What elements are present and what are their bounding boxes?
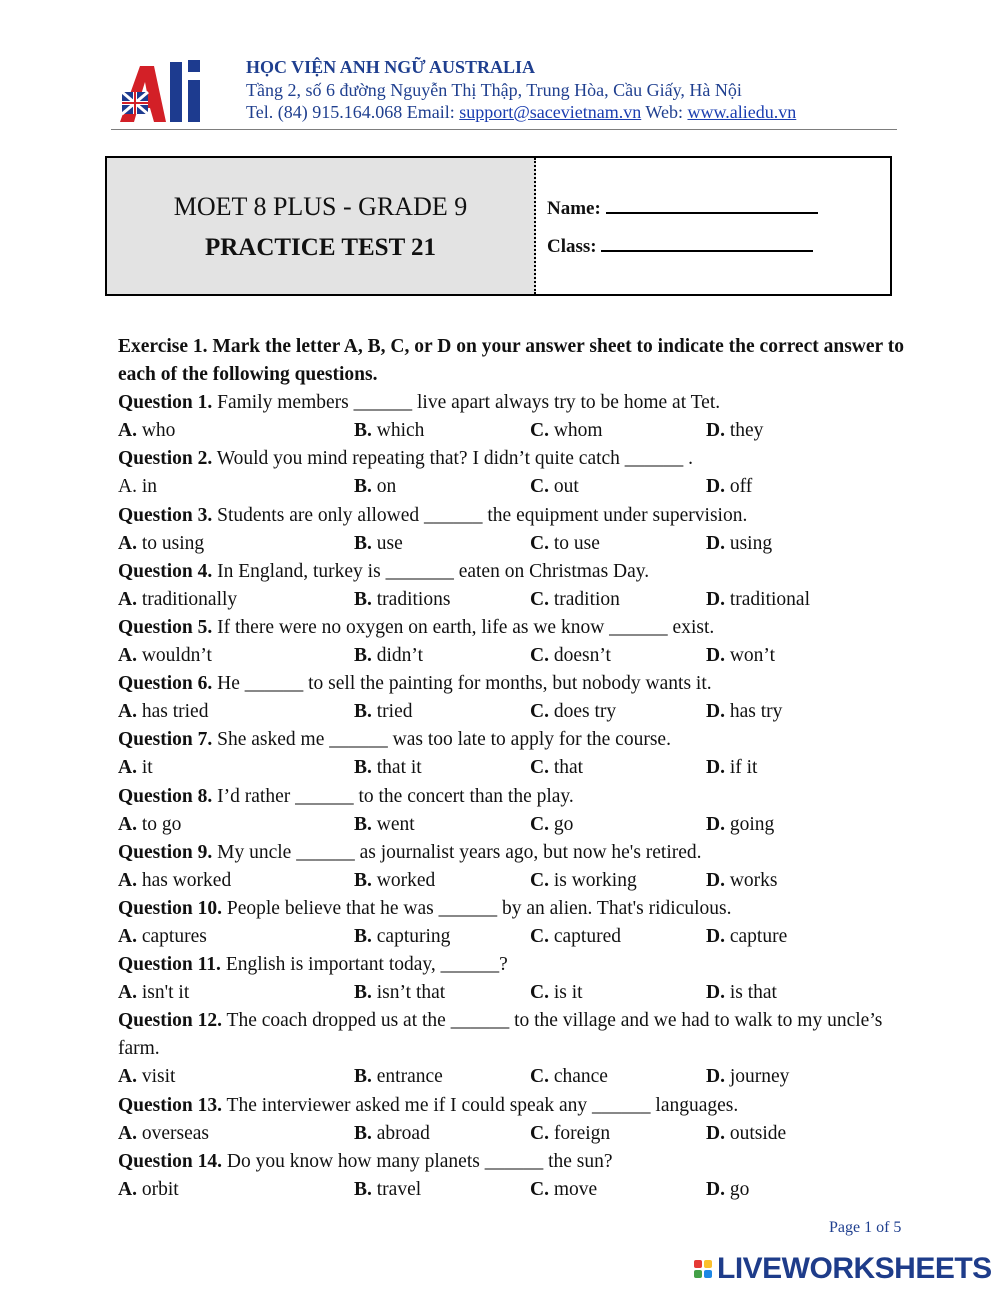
question-text: My uncle ______ as journalist years ago, but now he's retired. [212, 841, 702, 863]
question-label: Question 4. [118, 560, 213, 582]
option-letter: C. [530, 1178, 549, 1200]
option-letter: D. [706, 1066, 725, 1088]
title-panel [107, 158, 536, 294]
answer-option[interactable] [354, 1063, 443, 1091]
answer-option[interactable] [118, 1176, 179, 1204]
answer-option[interactable] [118, 642, 212, 670]
option-text: who [136, 420, 176, 442]
option-text: chance [548, 1066, 608, 1088]
option-letter: A. [118, 701, 137, 723]
test-title: PRACTICE TEST 21 [204, 234, 437, 261]
org-contact [246, 101, 796, 124]
answer-option[interactable] [706, 867, 778, 895]
option-letter: B. [354, 1066, 372, 1088]
option-letter: B. [354, 701, 372, 723]
option-text: isn't it [136, 982, 190, 1004]
options-row [118, 698, 904, 726]
option-letter: C. [530, 1122, 549, 1144]
option-text: has worked [136, 869, 232, 891]
options-row [118, 923, 904, 951]
answer-option[interactable] [118, 923, 207, 951]
option-text: go [724, 1178, 750, 1200]
question-text: Students are only allowed ______ the equipment under supervision. [212, 504, 748, 526]
question-11 [118, 951, 904, 979]
question-label: Question 9. [118, 841, 213, 863]
question-10 [118, 895, 904, 923]
question-label: Question 11. [118, 954, 221, 976]
course-title: MOET 8 PLUS - GRADE 9 [173, 192, 468, 221]
option-text: outside [724, 1122, 787, 1144]
option-text: whom [548, 420, 603, 442]
options-row [118, 1063, 904, 1091]
option-letter: A. [118, 925, 137, 947]
question-2 [118, 445, 904, 473]
answer-option[interactable] [706, 530, 772, 558]
exercise-section [118, 333, 904, 1204]
question-text: He ______ to sell the painting for months, but nobody wants it. [212, 673, 712, 695]
option-letter: A. [118, 420, 137, 442]
option-text: using [724, 532, 773, 554]
answer-option[interactable] [706, 417, 763, 445]
option-text: doesn’t [548, 645, 611, 667]
name-label: Name: [547, 198, 606, 219]
option-text: works [724, 869, 778, 891]
name-field[interactable] [547, 194, 818, 220]
option-letter: A. [118, 757, 137, 779]
option-letter: D. [706, 982, 725, 1004]
liveworksheets-icon [694, 1260, 712, 1278]
answer-option[interactable] [354, 417, 424, 445]
option-letter: A. [118, 1122, 137, 1144]
options-row [118, 530, 904, 558]
option-letter: C. [530, 1066, 549, 1088]
answer-option[interactable] [354, 867, 435, 895]
option-text: go [548, 813, 574, 835]
options-row [118, 811, 904, 839]
option-letter: C. [530, 982, 549, 1004]
option-text: that [548, 757, 584, 779]
option-letter: D. [706, 476, 725, 498]
brand-square-icon [694, 1260, 702, 1268]
option-letter: B. [354, 588, 372, 610]
option-text: won’t [724, 645, 775, 667]
class-label: Class: [547, 236, 602, 257]
web-label: Web: [641, 102, 688, 122]
question-label: Question 12. [118, 1010, 223, 1032]
options-row [118, 1176, 904, 1204]
class-field[interactable] [547, 232, 813, 258]
question-label: Question 5. [118, 616, 213, 638]
answer-option[interactable] [354, 586, 450, 614]
option-text: has tried [136, 701, 209, 723]
answer-option[interactable] [530, 417, 603, 445]
option-letter: D. [706, 532, 725, 554]
option-letter: D. [706, 757, 725, 779]
option-text: to go [136, 813, 182, 835]
answer-option[interactable] [706, 1176, 749, 1204]
option-letter: A. [118, 1066, 137, 1088]
option-letter: A. [118, 982, 137, 1004]
option-text: travel [371, 1178, 422, 1200]
answer-option[interactable] [354, 698, 413, 726]
answer-option[interactable] [530, 473, 579, 501]
header-divider [111, 129, 897, 130]
question-label: Question 1. [118, 392, 213, 414]
option-letter: C. [530, 869, 549, 891]
answer-option[interactable] [530, 1063, 608, 1091]
question-label: Question 8. [118, 785, 213, 807]
option-text: abroad [371, 1122, 430, 1144]
options-row [118, 417, 904, 445]
question-text: The coach dropped us at the ______ to the village and we had to walk to my uncle’s farm. [118, 1010, 883, 1060]
option-text: to use [548, 532, 600, 554]
question-text: English is important today, ______? [220, 954, 508, 976]
option-text: captures [136, 925, 207, 947]
answer-option[interactable] [118, 811, 181, 839]
answer-option[interactable] [706, 642, 775, 670]
option-letter: C. [530, 701, 549, 723]
answer-option[interactable] [118, 867, 231, 895]
option-letter: B. [354, 476, 372, 498]
option-text: overseas [136, 1122, 209, 1144]
options-row [118, 867, 904, 895]
option-text: which [371, 420, 425, 442]
answer-option[interactable] [530, 979, 583, 1007]
answer-option[interactable] [706, 1063, 789, 1091]
answer-option[interactable] [354, 530, 403, 558]
question-label: Question 7. [118, 729, 213, 751]
option-text: isn’t that [371, 982, 446, 1004]
answer-option[interactable] [706, 473, 752, 501]
option-text: traditionally [136, 588, 238, 610]
question-14 [118, 1148, 904, 1176]
option-letter: D. [706, 701, 725, 723]
options-row [118, 979, 904, 1007]
options-row [118, 1120, 904, 1148]
answer-option[interactable] [118, 1063, 175, 1091]
option-text: to using [136, 532, 205, 554]
ali-logo-icon [118, 52, 222, 124]
answer-option[interactable] [354, 754, 422, 782]
liveworksheets-brand [694, 1253, 992, 1285]
option-letter: C. [530, 532, 549, 554]
option-text: it [136, 757, 153, 779]
option-text: traditions [371, 588, 451, 610]
option-text: is it [548, 982, 583, 1004]
question-text: I’d rather ______ to the concert than the play. [212, 785, 574, 807]
answer-option[interactable] [354, 473, 396, 501]
options-row [118, 586, 904, 614]
option-text: if it [724, 757, 758, 779]
answer-option[interactable] [354, 642, 423, 670]
web-link[interactable]: www.aliedu.vn [687, 102, 797, 122]
option-letter: B. [354, 1178, 372, 1200]
answer-option[interactable] [706, 979, 777, 1007]
option-text: is working [548, 869, 637, 891]
option-text: on [371, 476, 397, 498]
question-12 [118, 1007, 904, 1063]
answer-option[interactable] [118, 530, 204, 558]
title-box [105, 156, 892, 296]
option-letter: A. [118, 532, 137, 554]
option-letter: B. [354, 869, 372, 891]
question-text: The interviewer asked me if I could speak any ______ languages. [222, 1094, 739, 1116]
tel-text: Tel. (84) 915.164.068 Email: [246, 102, 460, 122]
answer-option[interactable] [530, 698, 616, 726]
option-letter: D. [706, 1178, 725, 1200]
option-text: wouldn’t [136, 645, 212, 667]
option-text: off [724, 476, 753, 498]
question-text: Do you know how many planets ______ the sun? [222, 1150, 613, 1172]
option-text: entrance [371, 1066, 443, 1088]
option-text: use [371, 532, 403, 554]
option-letter: A. [118, 645, 137, 667]
option-letter: B. [354, 813, 372, 835]
question-9 [118, 839, 904, 867]
question-label: Question 6. [118, 673, 213, 695]
answer-option[interactable] [530, 1176, 597, 1204]
answer-option[interactable] [706, 754, 757, 782]
option-letter: A. [118, 813, 137, 835]
brand-square-icon [704, 1260, 712, 1268]
question-8 [118, 783, 904, 811]
ali-logo [118, 52, 222, 124]
option-text: tried [371, 701, 413, 723]
option-letter: A. [118, 869, 137, 891]
question-label: Question 10. [118, 897, 223, 919]
email-link[interactable]: support@sacevietnam.vn [459, 102, 642, 122]
answer-option[interactable] [706, 586, 810, 614]
option-text: capture [724, 925, 788, 947]
answer-option[interactable] [530, 923, 621, 951]
answer-option[interactable] [530, 811, 573, 839]
option-text: going [724, 813, 775, 835]
answer-option[interactable] [354, 811, 415, 839]
brand-square-icon [694, 1270, 702, 1278]
answer-option[interactable] [530, 867, 637, 895]
answer-option[interactable] [354, 1120, 430, 1148]
option-letter: D. [706, 420, 725, 442]
answer-option[interactable] [118, 754, 153, 782]
question-label: Question 13. [118, 1094, 223, 1116]
org-address: Tầng 2, số 6 đường Nguyễn Thị Thập, Trung Hòa, Cầu Giấy, Hà Nội [246, 79, 742, 100]
answer-option[interactable] [354, 923, 450, 951]
option-text: is that [724, 982, 777, 1004]
name-blank[interactable] [606, 194, 818, 214]
option-letter: D. [706, 645, 725, 667]
answer-option[interactable] [706, 923, 787, 951]
answer-option[interactable] [118, 1120, 209, 1148]
option-letter: C. [530, 645, 549, 667]
option-letter: C. [530, 420, 549, 442]
question-text: Family members ______ live apart always try to be home at Tet. [212, 392, 721, 414]
option-text: that it [371, 757, 422, 779]
answer-option[interactable] [706, 1120, 786, 1148]
option-letter: B. [354, 982, 372, 1004]
option-text: went [371, 813, 415, 835]
option-letter: C. [530, 925, 549, 947]
question-label: Question 3. [118, 504, 213, 526]
answer-option[interactable] [530, 642, 611, 670]
liveworksheets-text: LIVEWORKSHEETS [717, 1252, 992, 1285]
answer-option[interactable] [354, 979, 445, 1007]
answer-option[interactable] [706, 698, 782, 726]
option-text: A. in [118, 476, 157, 498]
question-text: If there were no oxygen on earth, life as we know ______ exist. [212, 616, 715, 638]
option-letter: C. [530, 476, 549, 498]
option-letter: C. [530, 588, 549, 610]
option-text: they [724, 420, 764, 442]
option-letter: A. [118, 588, 137, 610]
option-letter: B. [354, 645, 372, 667]
page-number: Page 1 of 5 [829, 1219, 902, 1236]
exercise-instruction: Exercise 1. Mark the letter A, B, C, or D on your answer sheet to indicate the correct answer to each of the following questions. [118, 336, 904, 386]
answer-option[interactable] [530, 1120, 610, 1148]
option-letter: A. [118, 1178, 137, 1200]
option-letter: B. [354, 532, 372, 554]
answer-option[interactable] [118, 473, 157, 501]
answer-option[interactable] [118, 698, 208, 726]
option-letter: D. [706, 588, 725, 610]
answer-option[interactable] [530, 586, 620, 614]
answer-option[interactable] [354, 1176, 421, 1204]
org-info [246, 56, 796, 124]
question-text: She asked me ______ was too late to apply for the course. [212, 729, 671, 751]
question-text: Would you mind repeating that? I didn’t quite catch ______ . [212, 448, 694, 470]
option-text: didn’t [371, 645, 423, 667]
question-4 [118, 558, 904, 586]
option-text: journey [724, 1066, 790, 1088]
option-text: traditional [724, 588, 810, 610]
option-text: does try [548, 701, 617, 723]
question-3 [118, 502, 904, 530]
option-letter: B. [354, 757, 372, 779]
question-7 [118, 726, 904, 754]
option-text: tradition [548, 588, 620, 610]
option-letter: D. [706, 925, 725, 947]
option-text: foreign [548, 1122, 611, 1144]
options-row [118, 642, 904, 670]
answer-option[interactable] [118, 979, 189, 1007]
option-text: worked [371, 869, 436, 891]
answer-option[interactable] [530, 530, 600, 558]
brand-square-icon [704, 1270, 712, 1278]
question-13 [118, 1092, 904, 1120]
question-text: In England, turkey is _______ eaten on Christmas Day. [212, 560, 650, 582]
question-label: Question 14. [118, 1150, 223, 1172]
option-text: has try [724, 701, 783, 723]
question-5 [118, 614, 904, 642]
answer-option[interactable] [530, 754, 583, 782]
option-letter: D. [706, 813, 725, 835]
option-text: move [548, 1178, 598, 1200]
option-letter: C. [530, 757, 549, 779]
option-letter: B. [354, 420, 372, 442]
option-text: orbit [136, 1178, 179, 1200]
option-text: out [548, 476, 579, 498]
option-text: captured [548, 925, 621, 947]
option-letter: D. [706, 869, 725, 891]
answer-option[interactable] [118, 586, 237, 614]
answer-option[interactable] [706, 811, 774, 839]
question-text: People believe that he was ______ by an alien. That's ridiculous. [222, 897, 732, 919]
option-letter: B. [354, 925, 372, 947]
question-6 [118, 670, 904, 698]
option-letter: B. [354, 1122, 372, 1144]
question-label: Question 2. [118, 448, 213, 470]
option-text: visit [136, 1066, 176, 1088]
options-row [118, 473, 904, 501]
org-name: HỌC VIỆN ANH NGỮ AUSTRALIA [246, 57, 536, 77]
options-row [118, 754, 904, 782]
option-text: capturing [371, 925, 451, 947]
question-1 [118, 389, 904, 417]
class-blank[interactable] [601, 232, 813, 252]
answer-option[interactable] [118, 417, 175, 445]
option-letter: C. [530, 813, 549, 835]
option-letter: D. [706, 1122, 725, 1144]
